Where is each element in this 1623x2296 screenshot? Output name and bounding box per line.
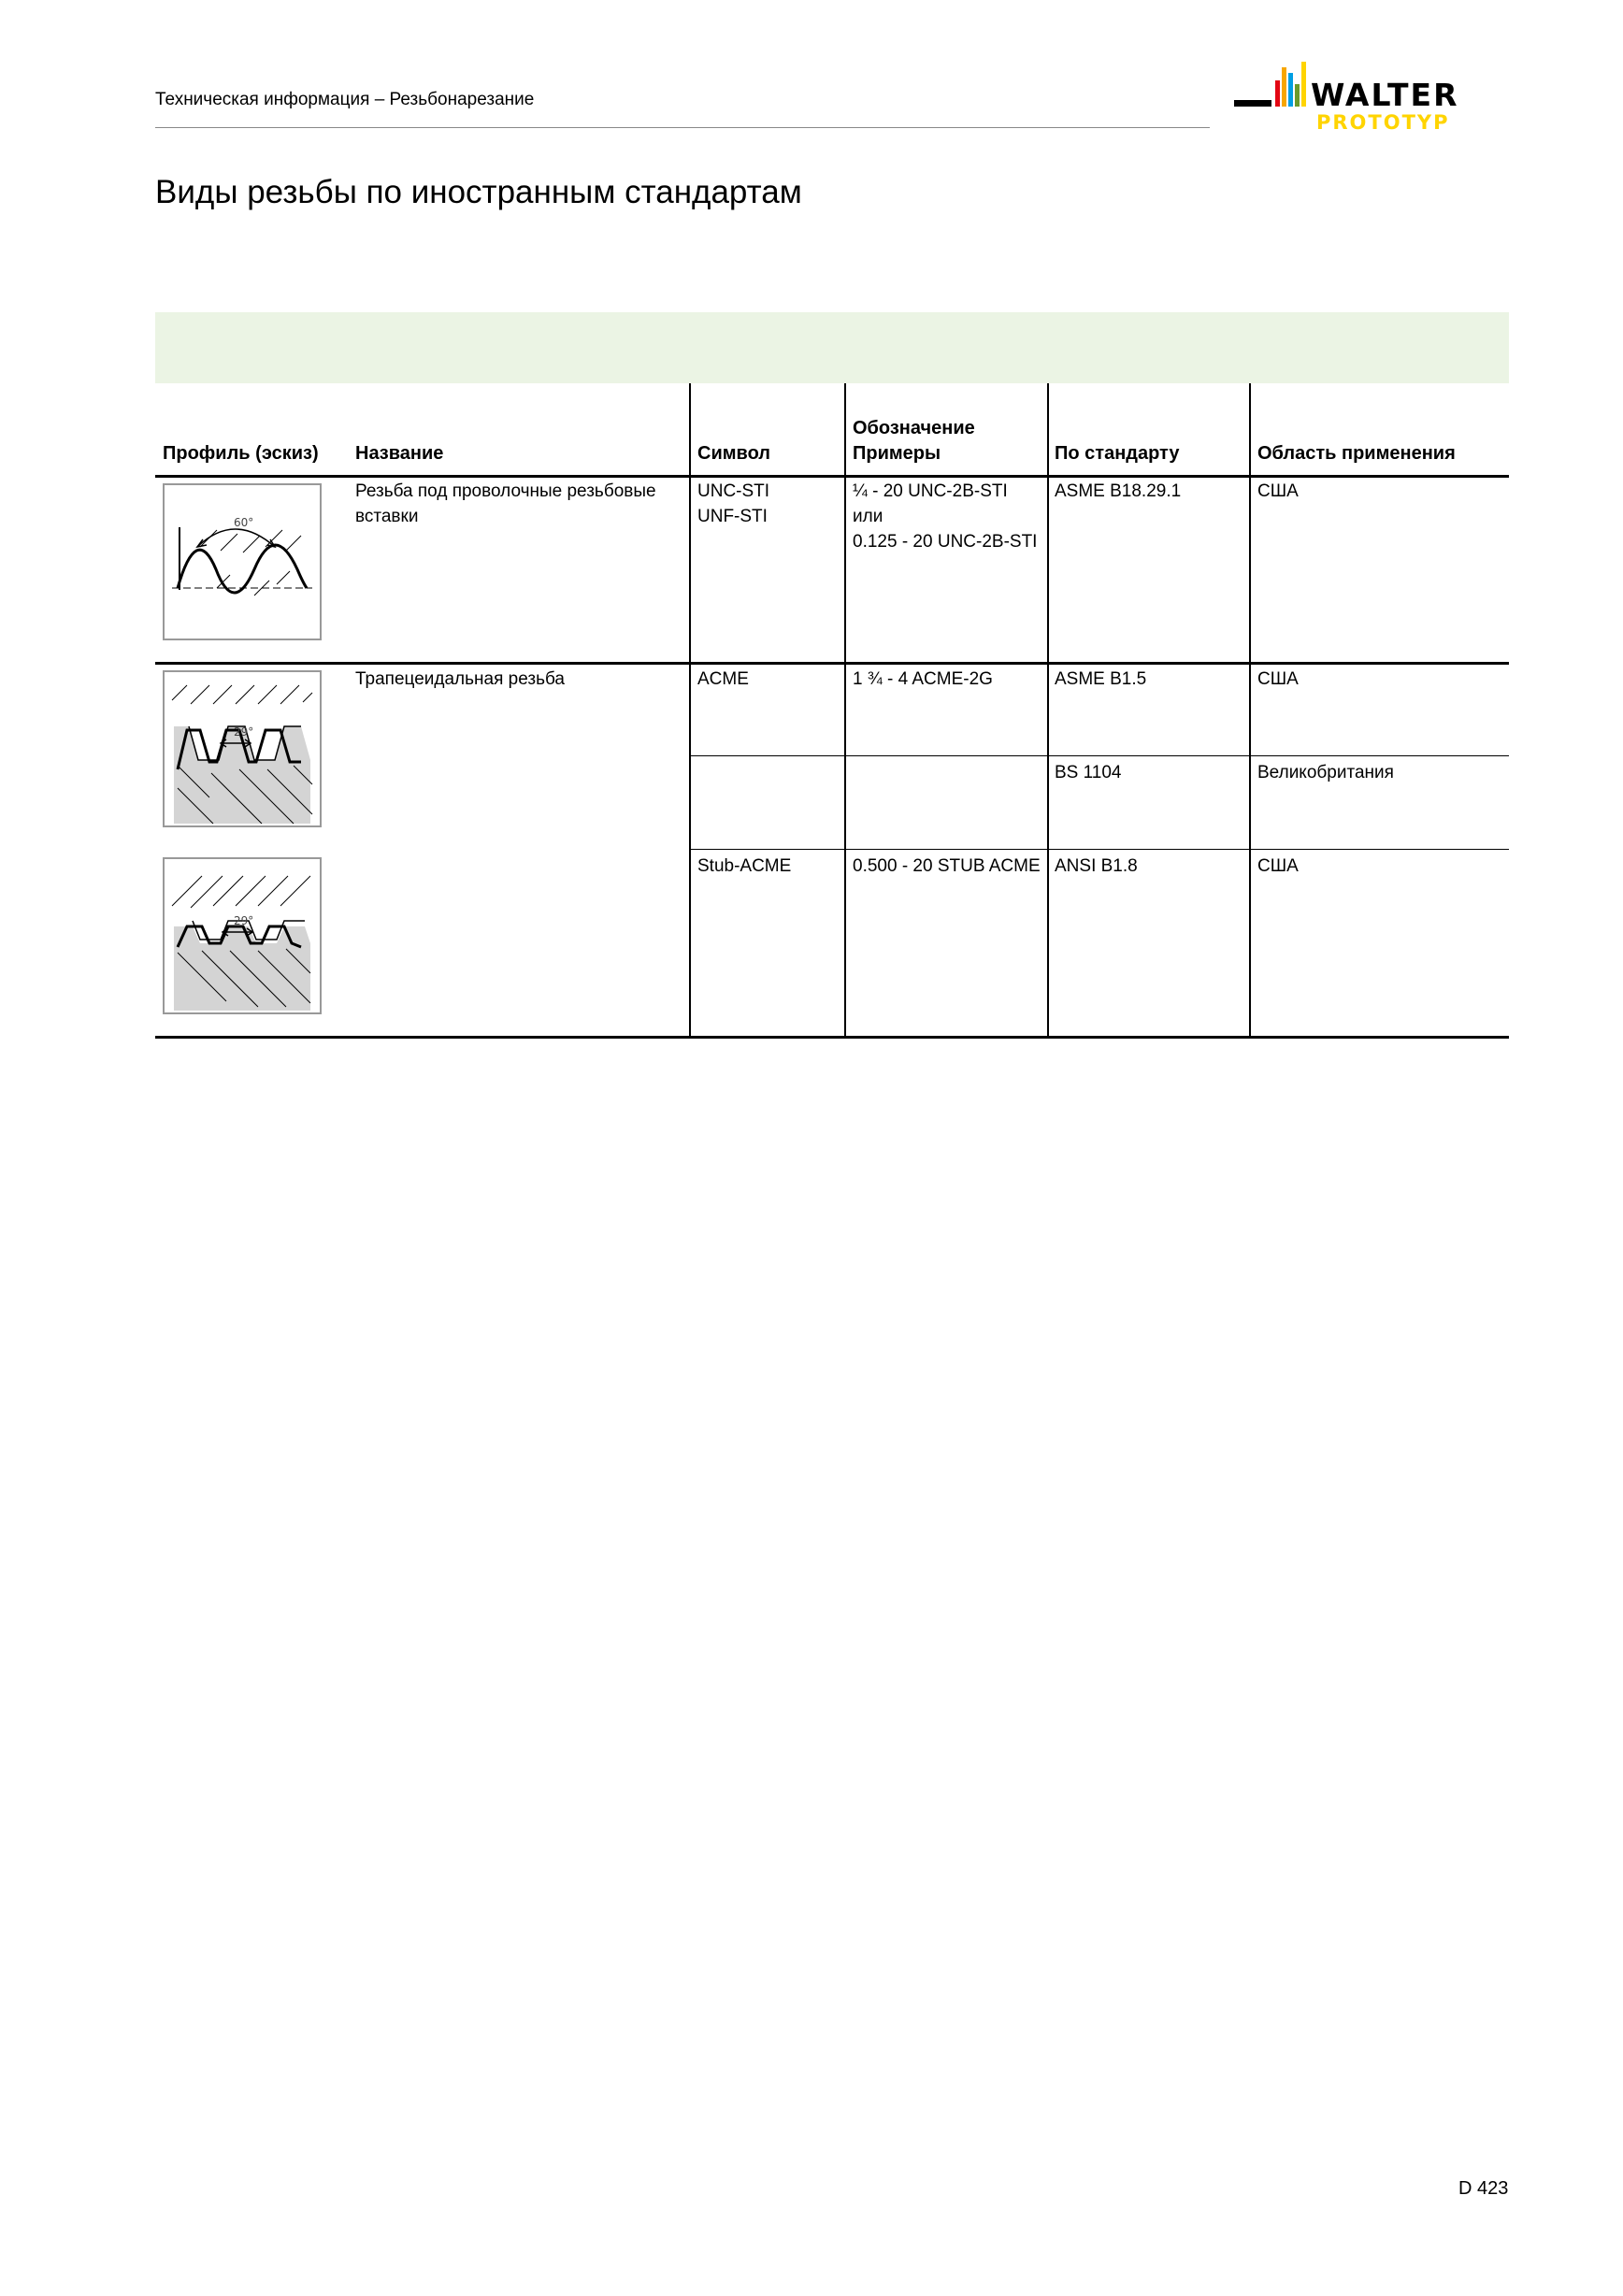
thread-profile-sketch-stub-acme [163, 857, 322, 1014]
row-example: ¼ - 20 UNC-2B-STI [853, 481, 1008, 501]
row-divider [155, 662, 1509, 665]
row-example: 0.125 - 20 UNC-2B-STI [853, 532, 1038, 552]
row-symbol: UNF-STI [697, 507, 768, 526]
column-divider [1047, 383, 1049, 1038]
row-application: Великобритания [1257, 763, 1394, 782]
row-example: или [853, 507, 883, 526]
page-title: Виды резьбы по иностранным стандартам [155, 174, 802, 210]
row-standard: ANSI B1.8 [1055, 856, 1138, 876]
header-standard: По стандарту [1055, 443, 1180, 464]
header-divider [155, 127, 1210, 128]
row-application: США [1257, 856, 1299, 876]
row-symbol: Stub-ACME [697, 856, 792, 876]
row-standard: BS 1104 [1055, 763, 1122, 782]
table-bottom-rule [155, 1036, 1509, 1039]
row-symbol: UNC-STI [697, 481, 770, 501]
header-designation: Обозначение [853, 418, 975, 438]
angle-label: 29° [234, 914, 254, 927]
walter-prototyp-logo [1234, 60, 1516, 136]
row-application: США [1257, 481, 1299, 501]
page-number: D 423 [1458, 2178, 1509, 2199]
row-divider [689, 755, 1509, 756]
thread-profile-sketch-sti [163, 483, 322, 640]
header-rule [155, 475, 1509, 478]
row-name: Резьба под проволочные резьбовые вставки [355, 481, 656, 526]
header-examples: Примеры [853, 443, 941, 464]
column-divider [844, 383, 846, 1038]
row-divider [689, 849, 1509, 850]
row-example: 0.500 - 20 STUB ACME [853, 856, 1041, 876]
column-divider [689, 383, 691, 1038]
header-profile: Профиль (эскиз) [163, 443, 319, 464]
row-application: США [1257, 669, 1299, 689]
angle-label: 29° [234, 725, 254, 739]
header-application: Область применения [1257, 443, 1456, 464]
row-symbol: ACME [697, 669, 749, 689]
table-header-band [155, 312, 1509, 383]
header-symbol: Символ [697, 443, 770, 464]
logo-brand: WALTER [1311, 77, 1459, 113]
row-standard: ASME B1.5 [1055, 669, 1147, 689]
section-header: Техническая информация – Резьбонарезание [155, 90, 535, 109]
logo-product: PROTOTYP [1316, 111, 1450, 134]
column-divider [1249, 383, 1251, 1038]
row-name: Трапецеидальная резьба [355, 669, 565, 689]
header-name: Название [355, 443, 444, 464]
row-example: 1 ¾ - 4 ACME-2G [853, 669, 993, 689]
angle-label: 60° [234, 516, 254, 529]
row-standard: ASME B18.29.1 [1055, 481, 1182, 501]
thread-profile-sketch-acme [163, 670, 322, 827]
